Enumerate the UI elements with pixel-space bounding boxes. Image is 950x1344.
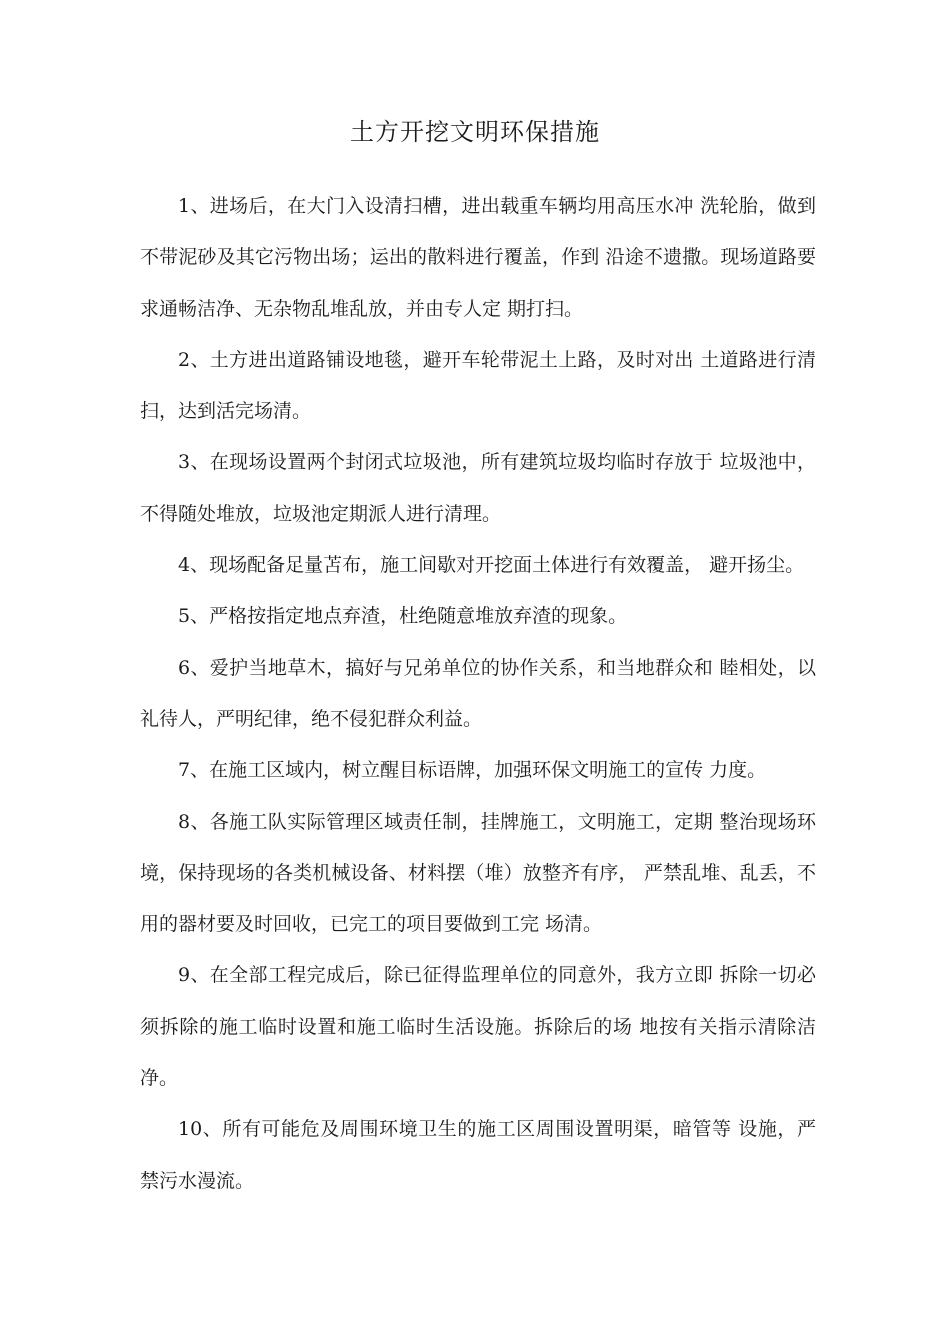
paragraph-1: 1、进场后，在大门入设清扫槽，进出载重车辆均用高压水冲 洗轮胎，做到不带泥砂及其它污物出场；运出的散料进行覆盖，作到 沿途不遗撒。现场道路要求通畅洁净、无杂物乱堆乱放，并由专人定 期打扫。 (140, 195, 816, 320)
paragraph-9: 9、在全部工程完成后，除已征得监理单位的同意外，我方立即 拆除一切必须拆除的施工临时设置和施工临时生活设施。拆除后的场 地按有关指示清除洁净。 (140, 964, 816, 1090)
document-body (140, 181, 816, 1207)
document-title: 土方开挖文明环保措施 (350, 118, 600, 146)
paragraph-6: 6、爱护当地草木，搞好与兄弟单位的协作关系，和当地群众和 睦相处，以礼待人，严明纪律，绝不侵犯群众利益。 (140, 656, 816, 730)
paragraph-2: 2、土方进出道路铺设地毯，避开车轮带泥土上路，及时对出 土道路进行清扫，达到活完场清。 (140, 348, 816, 423)
paragraph-8: 8、各施工队实际管理区域责任制，挂牌施工，文明施工，定期 整治现场环境，保持现场的各类机械设备、材料摆（堆）放整齐有序， 严禁乱堆、乱丢，不用的器材要及时回收，已完工的项目要做到工完 场清。 (140, 810, 816, 936)
paragraph-4: 4、现场配备足量苫布，施工间歇对开挖面土体进行有效覆盖， 避开扬尘。 (178, 554, 805, 577)
paragraph-5: 5、严格按指定地点弃渣，杜绝随意堆放弃渣的现象。 (178, 605, 628, 628)
paragraph-3: 3、在现场设置两个封闭式垃圾池，所有建筑垃圾均临时存放于 垃圾池中，不得随处堆放，垃圾池定期派人进行清理。 (140, 451, 816, 525)
paragraph-10: 10、所有可能危及周围环境卫生的施工区周围设置明渠，暗管等 设施，严禁污水漫流。 (140, 1118, 816, 1192)
paragraph-7: 7、在施工区域内，树立醒目标语牌，加强环保文明施工的宣传 力度。 (178, 759, 767, 782)
